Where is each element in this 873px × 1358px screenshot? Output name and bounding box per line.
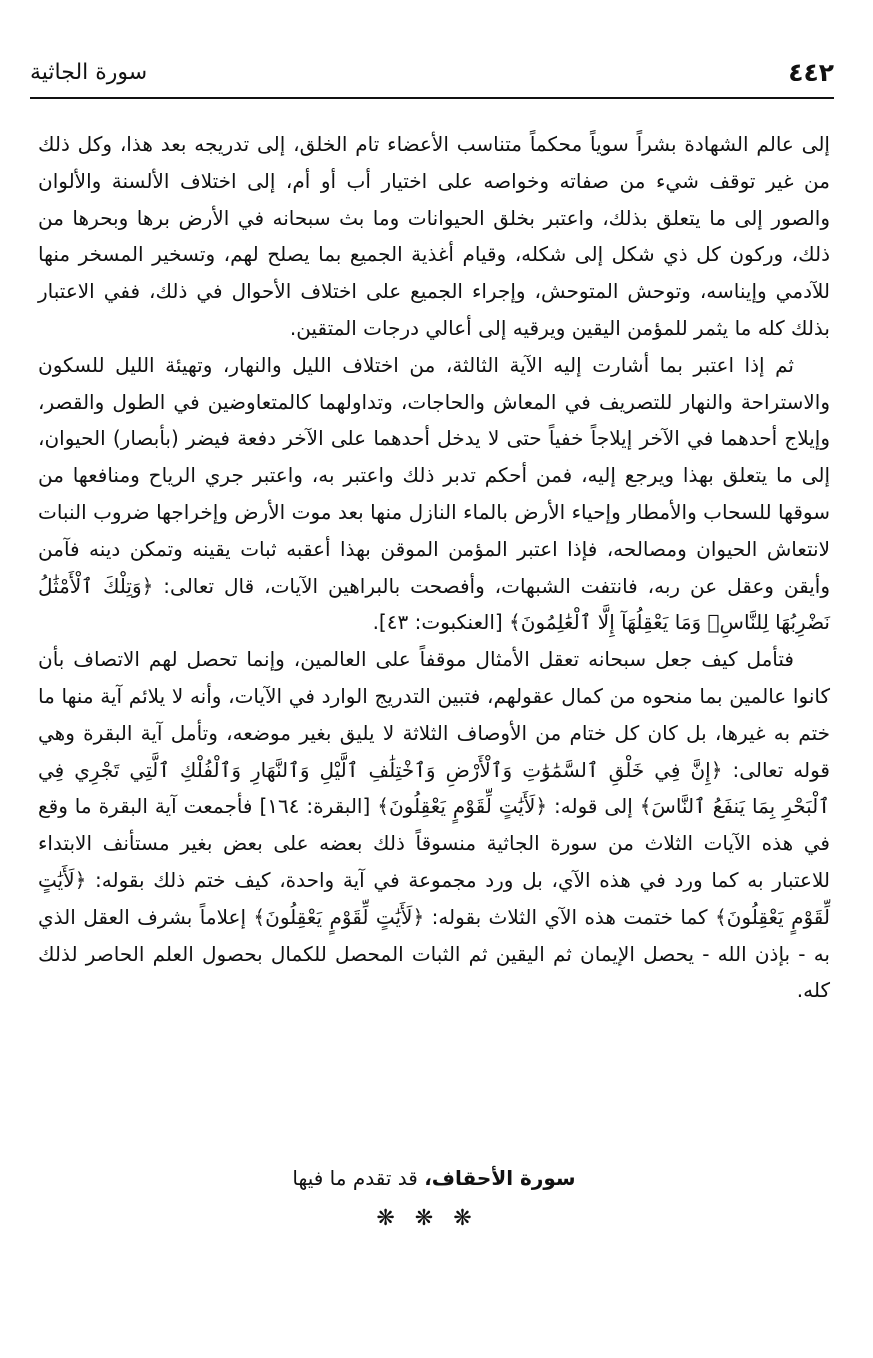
paragraph-2: ثم إذا اعتبر بما أشارت إليه الآية الثالثة، من اختلاف الليل والنهار، وتهيئة الليل للسكون والاستراحة والنهار للتصريف في المعاش والحاجات، وتداولهما كالمتعاوضين في الطول والقصر، وإيلاج أحدهما في الآخر إيلاجاً خفياً حتى لا يدخل أحدهما على الآخر دفعة فيضر (بأبصار) الحيوان، إلى ما يتعلق بهذا ويرجع إليه، فمن أحكم تدبر ذلك واعتبر به، واعتبر جري الرياح ومنافعها من سوقها للسحاب والأمطار وإحياء الأرض بالماء النازل منها بعد موت الأرض وإخراجها ضروب النبات لانتعاش الحيوان ومصالحه، فإذا اعتبر المؤمن الموقن بهذا أعقبه ثبات يقينه وتمكن دينه فآمن وأيقن وعقل عن ربه، فانتفت الشبهات، وأفصحت بالبراهين الآيات، قال تعالى: ﴿وَتِلْكَ ٱلْأَمْثَٰلُ نَضْرِبُهَا لِلنَّاسِۖ وَمَا يَعْقِلُهَآ إِلَّا ٱلْعَٰلِمُونَ﴾ [العنكبوت: ٤٣]. — [38, 352, 830, 635]
section-note: قد تقدم ما فيها — [292, 1166, 425, 1190]
paragraph-1: إلى عالم الشهادة بشراً سوياً محكماً متناسب الأعضاء تام الخلق، إلى تدريجه بعد هذا، وكل ذلك من غير توقف شيء من صفاته وخواصه على اختيار أب أو أم، إلى اختلاف الألسنة والألوان والصور إلى ما يتعلق بذلك، واعتبر بخلق الحيوانات وما بث سبحانه في الأرض برها وبحرها من ذلك، وركون كل ذي شكل إلى شكله، وقيام أغذية الجميع بما يصلح لهم، وتسخير المسخر منها للآدمي وإيناسه، وتوحش المتوحش، وإجراء الجميع على اختلاف الأحوال في ذلك، ففي الاعتبار بذلك كله ما يثمر للمؤمن اليقين ويرقيه إلى أعالي درجات المتقين. — [38, 132, 830, 340]
running-title: سورة الجاثية — [30, 60, 148, 85]
page-header — [30, 58, 834, 94]
page-number: ٤٤٢ — [788, 58, 834, 87]
sura-name: سورة الأحقاف، — [424, 1166, 576, 1190]
asterisk-separator: ❋❋❋ — [376, 1206, 492, 1231]
body-text — [38, 126, 830, 1009]
header-rule — [30, 97, 834, 99]
paragraph-3: فتأمل كيف جعل سبحانه تعقل الأمثال موقفاً على العالمين، وإنما تحصل لهم الاتصاف بأن كانوا عالمين بما منحوه من كمال عقولهم، فتبين التدريج الوارد في الآيات، وأنه لا يلائم آية منها ما ختم به غيرها، بل كان كل ختام من الأوصاف الثلاثة لا يليق بغير موضعه، وتأمل آية البقرة وهي قوله تعالى: ﴿إِنَّ فِي خَلْقِ ٱلسَّمَٰوَٰتِ وَٱلْأَرْضِ وَٱخْتِلَٰفِ ٱلَّيْلِ وَٱلنَّهَارِ وَٱلْفُلْكِ ٱلَّتِي تَجْرِي فِي ٱلْبَحْرِ بِمَا يَنفَعُ ٱلنَّاسَ﴾ إلى قوله: ﴿لَأَيَٰتٍ لِّقَوْمٍ يَعْقِلُونَ﴾ [البقرة: ١٦٤] فأجمعت آية البقرة ما وقع في هذه الآيات الثلاث من سورة الجاثية منسوقاً ذلك بعضه على بعض بغير مستأنف الابتداء للاعتبار به كما ورد في هذه الآي، بل ورد مجموعة في آية واحدة، كيف ختم ذلك بقوله: ﴿لَأَيَٰتٍ لِّقَوْمٍ يَعْقِلُونَ﴾ كما ختمت هذه الآي الثلاث بقوله: ﴿لَأَيَٰتٍ لِّقَوْمٍ يَعْقِلُونَ﴾ إعلاماً بشرف العقل الذي به - بإذن الله - يحصل الإيمان ثم اليقين ثم الثبات المحصل للكمال بحصول العلم الحاصر لذلك كله. — [38, 647, 830, 1003]
section-heading — [38, 1160, 830, 1196]
